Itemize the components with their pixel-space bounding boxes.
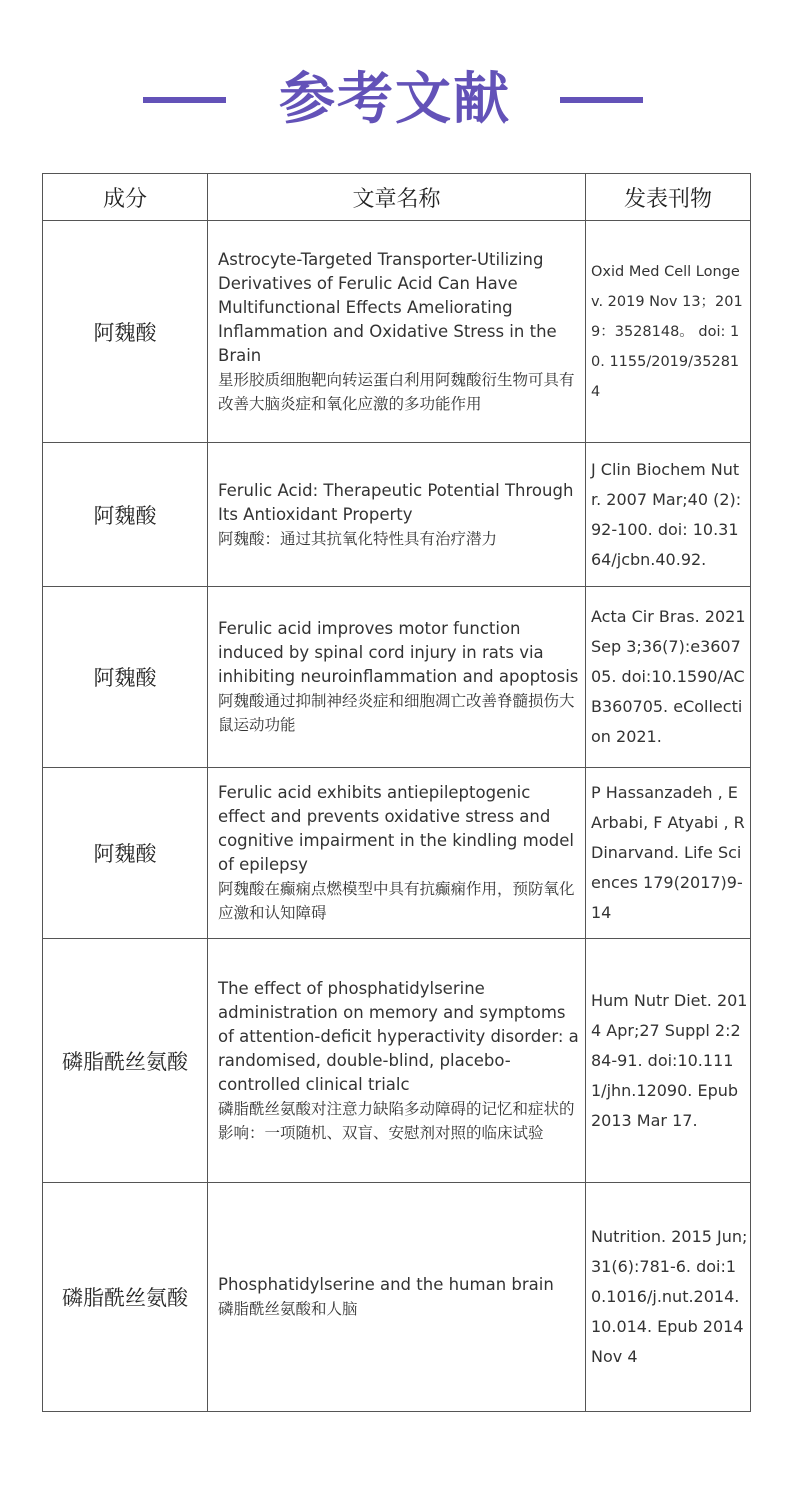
- journal-cell: J Clin Biochem Nutr. 2007 Mar;40 (2):92-100. doi: 10.3164/jcbn.40.92.: [586, 443, 751, 587]
- article-title-en: Ferulic Acid: Therapeutic Potential Through Its Antioxidant Property: [218, 480, 574, 524]
- table-row: [43, 768, 751, 939]
- article-cell: [208, 939, 586, 1183]
- title-decor-line-left: [143, 97, 226, 103]
- table-row: [43, 939, 751, 1183]
- ingredient-cell: 阿魏酸: [43, 768, 208, 939]
- header-journal: 发表刊物: [586, 174, 751, 221]
- article-title-zh: 阿魏酸通过抑制神经炎症和细胞凋亡改善脊髓损伤大鼠运动功能: [218, 692, 575, 734]
- article-title-zh: 磷脂酰丝氨酸对注意力缺陷多动障碍的记忆和症状的影响：一项随机、双盲、安慰剂对照的临床试验: [218, 1099, 575, 1142]
- article-title-zh: 阿魏酸：通过其抗氧化特性具有治疗潜力: [218, 529, 498, 548]
- ingredient-cell: 阿魏酸: [43, 221, 208, 443]
- table-row: [43, 443, 751, 587]
- article-cell: [208, 221, 586, 443]
- ingredient-cell: 阿魏酸: [43, 587, 208, 768]
- ingredient-cell: 阿魏酸: [43, 443, 208, 587]
- article-cell: [208, 587, 586, 768]
- header-article-title: 文章名称: [208, 174, 586, 221]
- article-title-en: Ferulic acid improves motor function induced by spinal cord injury in rats via inhibiting neuroinflammation and apoptosis: [218, 619, 579, 686]
- article-title-en: Astrocyte-Targeted Transporter-Utilizing Derivatives of Ferulic Acid Can Have Multifunctional Effects Ameliorating Inflammation and Oxidative Stress in the Brain: [218, 249, 557, 365]
- article-title-zh: 阿魏酸在癫痫点燃模型中具有抗癫痫作用，预防氧化应激和认知障碍: [218, 880, 575, 922]
- table-row: [43, 221, 751, 443]
- article-title-en: The effect of phosphatidylserine administration on memory and symptoms of attention-deficit hyperactivity disorder: a randomised, double-blind, placebo-controlled clinical trialc: [218, 978, 579, 1094]
- journal-cell: Acta Cir Bras. 2021 Sep 3;36(7):e360705. doi:10.1590/ACB360705. eCollection 2021.: [586, 587, 751, 768]
- journal-cell: P Hassanzadeh , E Arbabi, F Atyabi , R Dinarvand. Life Sciences 179(2017)9-14: [586, 768, 751, 939]
- article-title-zh: 星形胶质细胞靶向转运蛋白利用阿魏酸衍生物可具有改善大脑炎症和氧化应激的多功能作用: [218, 370, 575, 413]
- journal-cell: Nutrition. 2015 Jun;31(6):781-6. doi:10.1016/j.nut.2014.10.014. Epub 2014 Nov 4: [586, 1183, 751, 1412]
- article-title-en: Ferulic acid exhibits antiepileptogenic effect and prevents oxidative stress and cognitive impairment in the kindling model of epilepsy: [218, 783, 575, 874]
- page-title: 参考文献: [279, 67, 511, 132]
- ingredient-cell: 磷脂酰丝氨酸: [43, 939, 208, 1183]
- table-header-row: [43, 174, 751, 221]
- table-row: [43, 587, 751, 768]
- title-decor-line-right: [560, 97, 643, 103]
- table-row: [43, 1183, 751, 1412]
- article-title-en: Phosphatidylserine and the human brain: [218, 1275, 554, 1294]
- references-table: [42, 173, 751, 1412]
- journal-cell: Oxid Med Cell Longev. 2019 Nov 13；2019：3528148。 doi: 10. 1155/2019/352814: [586, 221, 751, 443]
- article-title-zh: 磷脂酰丝氨酸和人脑: [218, 1300, 358, 1318]
- journal-cell: Hum Nutr Diet. 2014 Apr;27 Suppl 2:284-91. doi:10.1111/jhn.12090. Epub 2013 Mar 17.: [586, 939, 751, 1183]
- article-cell: [208, 1183, 586, 1412]
- page-header: [0, 60, 790, 140]
- ingredient-cell: 磷脂酰丝氨酸: [43, 1183, 208, 1412]
- header-ingredient: 成分: [43, 174, 208, 221]
- article-cell: [208, 768, 586, 939]
- article-cell: [208, 443, 586, 587]
